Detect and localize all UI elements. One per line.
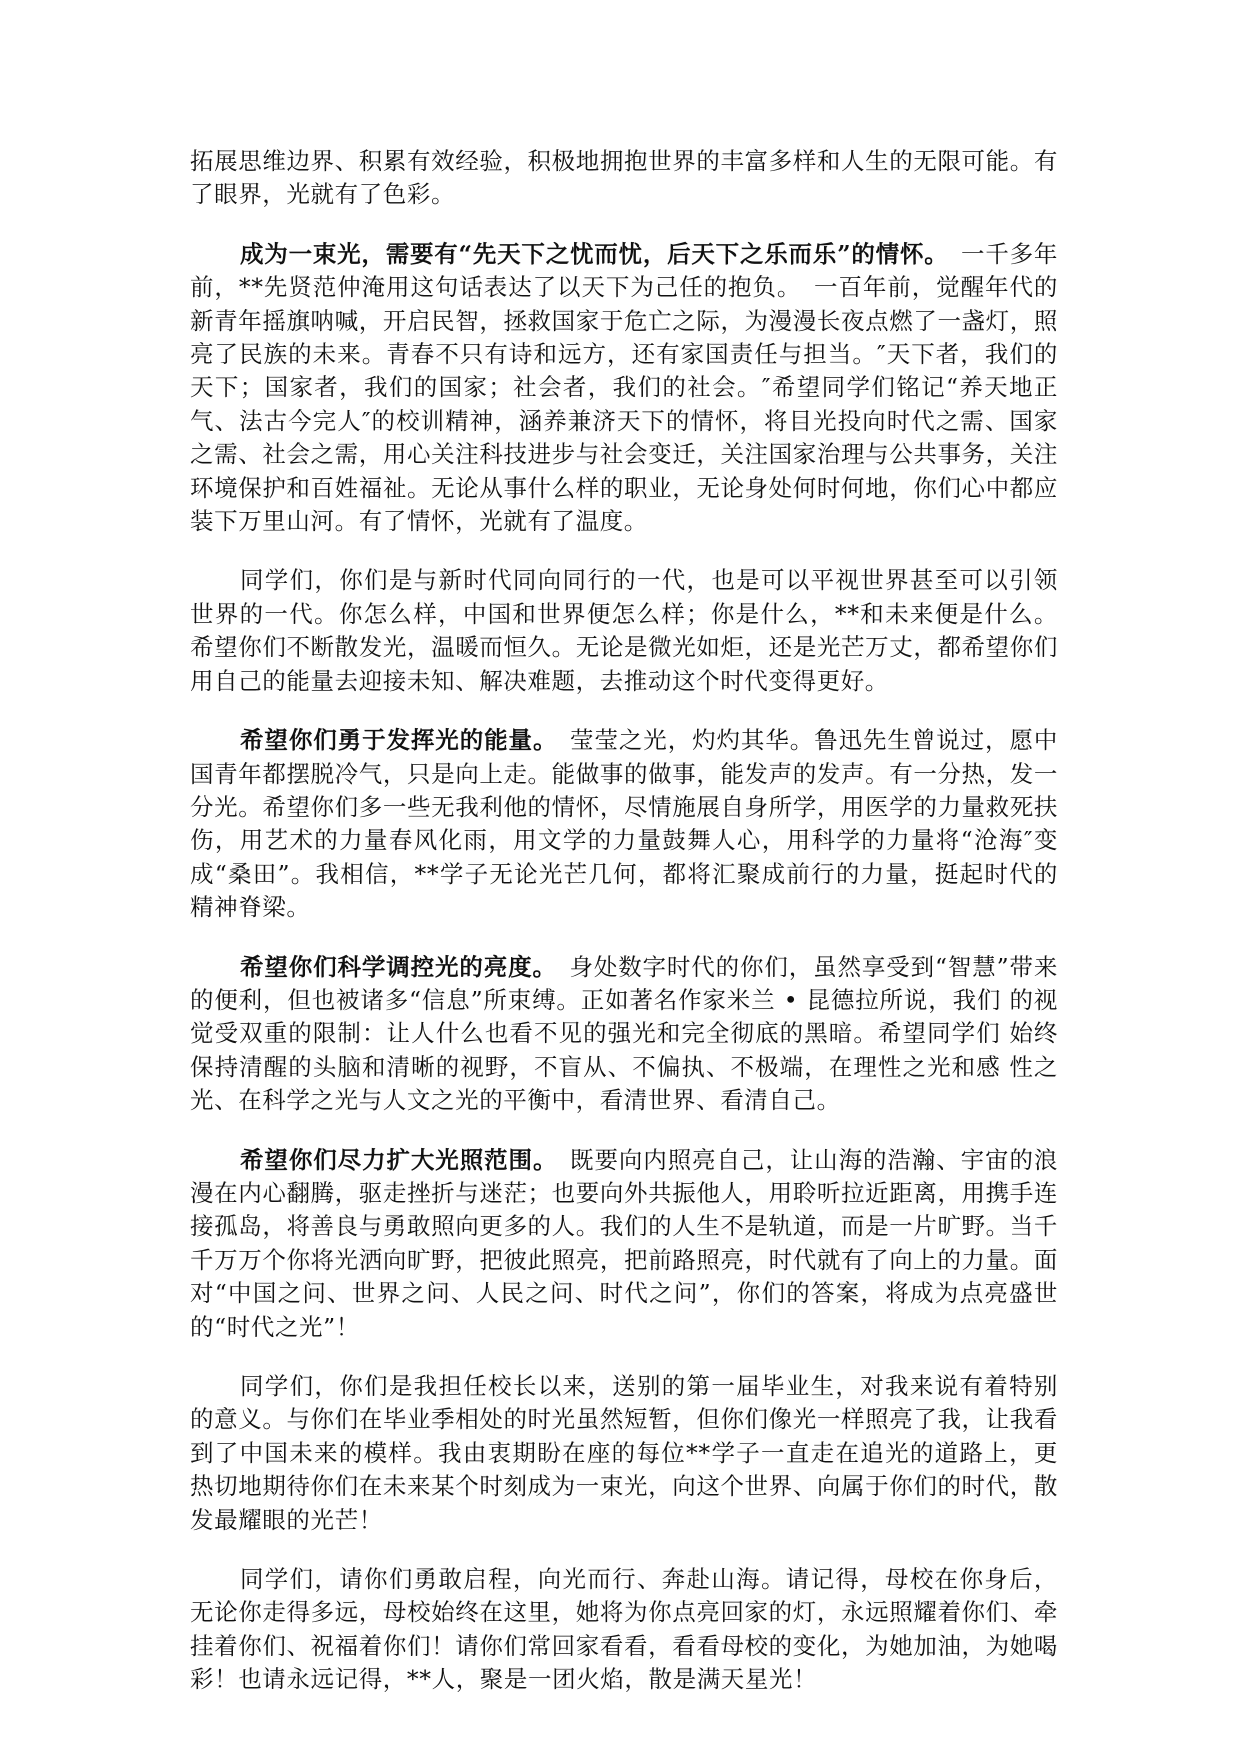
paragraph-7 xyxy=(190,1370,1058,1537)
paragraph-text: 同学们，请你们勇敢启程，向光而行、奔赴山海。请记得，母校在你身后，无论你走得多远，母校始终在这里，她将为你点亮回家的灯，永远照耀着你们、牵挂着你们、祝福着你们！请你们常回家看看，看看母校的变化，为她加油，为她喝彩！也请永远记得，**人，聚是一团火焰，散是满天星光！ xyxy=(190,1565,1058,1694)
paragraph-text: 同学们，你们是我担任校长以来，送别的第一届毕业生，对我来说有着特别的意义。与你们在毕业季相处的时光虽然短暂，但你们像光一样照亮了我，让我看到了中国未来的模样。我由衷期盼在座的每位**学子一直走在追光的道路上，更热切地期待你们在未来某个时刻成为一束光，向这个世界、向属于你们的时代，散发最耀眼的光芒！ xyxy=(190,1372,1058,1534)
paragraph-6 xyxy=(190,1144,1058,1344)
document-page xyxy=(190,145,1058,1723)
paragraph-2 xyxy=(190,238,1058,539)
paragraph-lead: 希望你们科学调控光的亮度。 xyxy=(240,952,546,981)
paragraph-text: 拓展思维边界、积累有效经验，积极地拥抱世界的丰富多样和人生的无限可能。有了眼界，光就有了色彩。 xyxy=(190,147,1058,209)
paragraph-lead: 成为一束光，需要有“先天下之忧而忧，后天下之乐而乐”的情怀。 xyxy=(240,239,937,268)
paragraph-text: 莹莹之光，灼灼其华。鲁迅先生曾说过，愿中国青年都摆脱冷气，只是向上走。能做事的做事，能发声的发声。有一分热，发一分光。希望你们多一些无我利他的情怀，尽情施展自身所学，用医学的力量救死扶伤，用艺术的力量春风化雨，用文学的力量鼓舞人心，用科学的力量将“沧海″变成“桑田”。我相信，**学子无论光芒几何，都将汇聚成前行的力量，挺起时代的精神脊梁。 xyxy=(190,726,1058,922)
paragraph-text: 身处数字时代的你们，虽然享受到“智慧”带来的便利，但也被诸多“信息”所束缚。正如著名作家米兰 • 昆德拉所说，我们 的视觉受双重的限制：让人什么也看不见的强光和完全彻底的黑暗。希望同学们 始终保持清醒的头脑和清晰的视野，不盲从、不偏执、不极端，在理性之光和感 性之光、在科学之光与人文之光的平衡中，看清世界、看清自己。 xyxy=(190,952,1058,1115)
paragraph-text: 既要向内照亮自己，让山海的浩瀚、宇宙的浪漫在内心翻腾，驱走挫折与迷茫；也要向外共振他人，用聆听拉近距离，用携手连接孤岛，将善良与勇敢照向更多的人。我们的人生不是轨道，而是一片旷野。当千千万万个你将光洒向旷野，把彼此照亮，把前路照亮，时代就有了向上的力量。面对“中国之问、世界之问、人民之问、时代之问”，你们的答案，将成为点亮盛世的“时代之光”！ xyxy=(190,1145,1058,1341)
paragraph-text: 同学们，你们是与新时代同向同行的一代，也是可以平视世界甚至可以引领世界的一代。你怎么样，中国和世界便怎么样；你是什么，**和未来便是什么。希望你们不断散发光，温暖而恒久。无论是微光如炬，还是光芒万丈，都希望你们用自己的能量去迎接未知、解决难题，去推动这个时代变得更好。 xyxy=(190,566,1058,695)
paragraph-lead: 希望你们勇于发挥光的能量。 xyxy=(240,726,546,755)
paragraph-5 xyxy=(190,951,1058,1118)
paragraph-8 xyxy=(190,1563,1058,1697)
paragraph-1 xyxy=(190,145,1058,212)
paragraph-3 xyxy=(190,564,1058,698)
paragraph-4 xyxy=(190,724,1058,924)
paragraph-lead: 希望你们尽力扩大光照范围。 xyxy=(240,1145,546,1174)
paragraph-text: 一千多年前，**先贤范仲淹用这句话表达了以天下为己任的抱负。 一百年前，觉醒年代的新青年摇旗呐喊，开启民智，拯救国家于危亡之际，为漫漫长夜点燃了一盏灯，照亮了民族的未来。青春不只有诗和远方，还有家国责任与担当。″天下者，我们的天下；国家者，我们的国家；社会者，我们的社会。″希望同学们铭记“养天地正气、法古今完人″的校训精神，涵养兼济天下的情怀，将目光投向时代之需、国家之需、社会之需，用心关注科技进步与社会变迁，关注国家治理与公共事务，关注环境保护和百姓福祉。无论从事什么样的职业，无论身处何时何地，你们心中都应装下万里山河。有了情怀，光就有了温度。 xyxy=(190,239,1058,536)
